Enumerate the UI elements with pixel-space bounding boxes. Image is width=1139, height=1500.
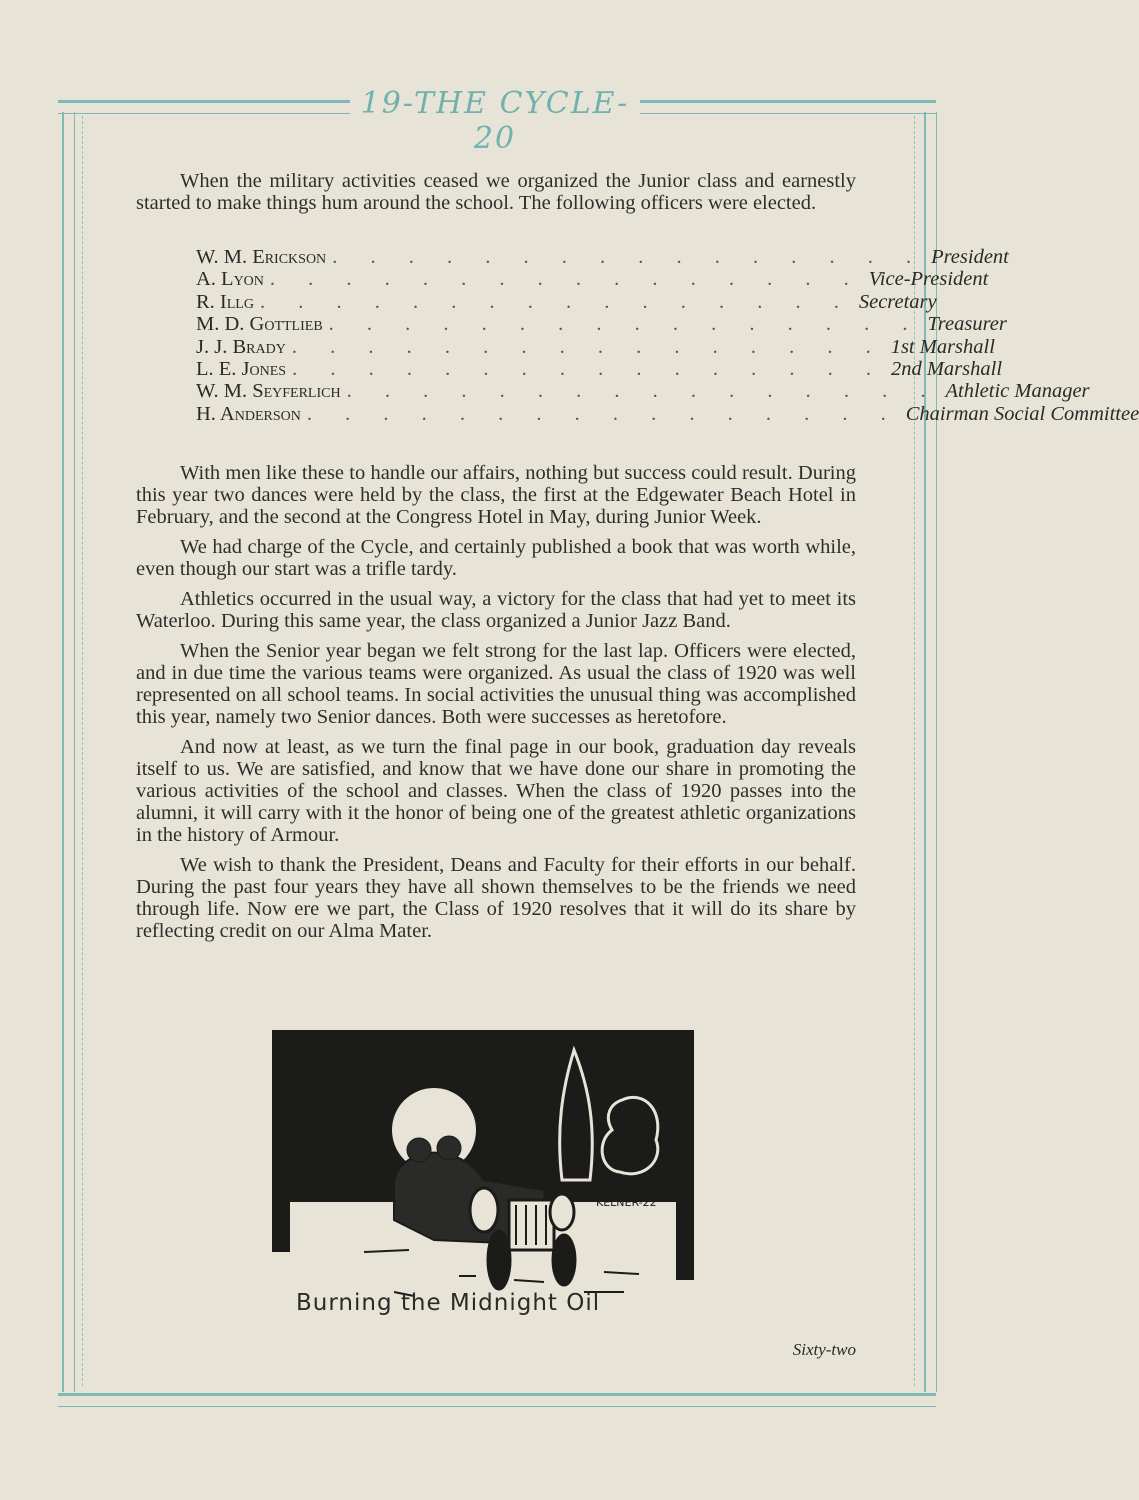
page-number: Sixty-two <box>792 1340 856 1359</box>
border-left <box>62 112 75 1392</box>
officer-role: 1st Marshall <box>890 335 995 358</box>
officer-name: A. Lyon <box>196 268 264 291</box>
officer-row <box>196 246 1009 268</box>
illustration-caption: Burning the Midnight Oil <box>296 1290 601 1316</box>
border-bottom <box>58 1393 936 1407</box>
artist-signature: KELNER-22 <box>596 1196 657 1209</box>
leader-dots: . . . . . . . . . . . . . . . . <box>328 313 922 336</box>
paragraph: When the Senior year began we felt strong for the last lap. Officers were elected, and in due time the various teams were organized. As usual the class of 1920 was well represented on all school teams. In social activities the unusual thing was accomplished this year, namely two Senior dances. Both were successes as heretofore. <box>136 640 856 728</box>
officer-row <box>196 290 937 313</box>
leader-dots: . . . . . . . . . . . . . . . . <box>346 380 940 403</box>
leader-dots: . . . . . . . . . . . . . . . . <box>291 335 885 358</box>
leader-dots: . . . . . . . . . . . . . . . . <box>332 246 926 268</box>
leader-dots: . . . . . . . . . . . . . . . . <box>306 402 900 425</box>
officer-row <box>196 402 1139 425</box>
intro-text: When the military activities ceased we organized the Junior class and earnestly started to make things hum around the school. The following officers were elected. <box>136 170 856 214</box>
officer-role: Chairman Social Committee <box>905 402 1139 425</box>
officer-role: Athletic Manager <box>945 380 1090 403</box>
officer-row <box>196 268 989 291</box>
officer-role: President <box>931 246 1009 268</box>
officer-list <box>196 246 1139 425</box>
sky-edge-right <box>676 1202 694 1280</box>
officer-row <box>196 357 1003 380</box>
officer-name: R. Illg <box>196 290 254 313</box>
officer-role: 2nd Marshall <box>890 357 1003 380</box>
body-paragraphs <box>136 462 856 950</box>
paragraph: We had charge of the Cycle, and certainly published a book that was worth while, even though our start was a trifle tardy. <box>136 536 856 580</box>
leader-dots: . . . . . . . . . . . . . . . . <box>259 290 853 313</box>
officer-name: W. M. Erickson <box>196 246 327 268</box>
intro-paragraph <box>136 170 856 222</box>
border-inner-left <box>82 116 84 1386</box>
officer-name: L. E. Jones <box>196 357 287 380</box>
paragraph: We wish to thank the President, Deans and Faculty for their efforts in our behalf. During the past four years they have all shown themselves to be the friends we need through life. Now ere we part, the Class of 1920 resolves that it will do its share by reflecting credit on our Alma Mater. <box>136 854 856 942</box>
officer-row <box>196 380 1090 403</box>
officer-name: M. D. Gottlieb <box>196 313 323 336</box>
midnight-oil-illustration <box>244 1030 704 1330</box>
officer-role: Secretary <box>858 290 937 313</box>
officer-row <box>196 335 995 358</box>
paragraph: Athletics occurred in the usual way, a victory for the class that had yet to meet its Waterloo. During this same year, the class organized a Junior Jazz Band. <box>136 588 856 632</box>
page-header-title: 19-THE CYCLE-20 <box>350 86 640 156</box>
officer-row <box>196 313 1007 336</box>
officer-role: Vice-President <box>868 268 989 291</box>
leader-dots: . . . . . . . . . . . . . . . . <box>292 357 885 380</box>
paragraph: And now at least, as we turn the final page in our book, graduation day reveals itself to us. We are satisfied, and know that we have done our share in promoting the various activities of the school and classes. When the class of 1920 passes into the alumni, it will carry with it the honor of being one of the greatest athletic organizations in the history of Armour. <box>136 736 856 846</box>
officer-name: W. M. Seyferlich <box>196 380 341 403</box>
officer-role: Treasurer <box>927 313 1007 336</box>
leader-dots: . . . . . . . . . . . . . . . . <box>269 268 863 291</box>
paragraph: With men like these to handle our affairs, nothing but success could result. During this year two dances were held by the class, the first at the Edgewater Beach Hotel in February, and the second at the Congress Hotel in May, during Junior Week. <box>136 462 856 528</box>
sky-edge-left <box>272 1202 290 1252</box>
officer-name: H. Anderson <box>196 402 301 425</box>
officer-name: J. J. Brady <box>196 335 286 358</box>
